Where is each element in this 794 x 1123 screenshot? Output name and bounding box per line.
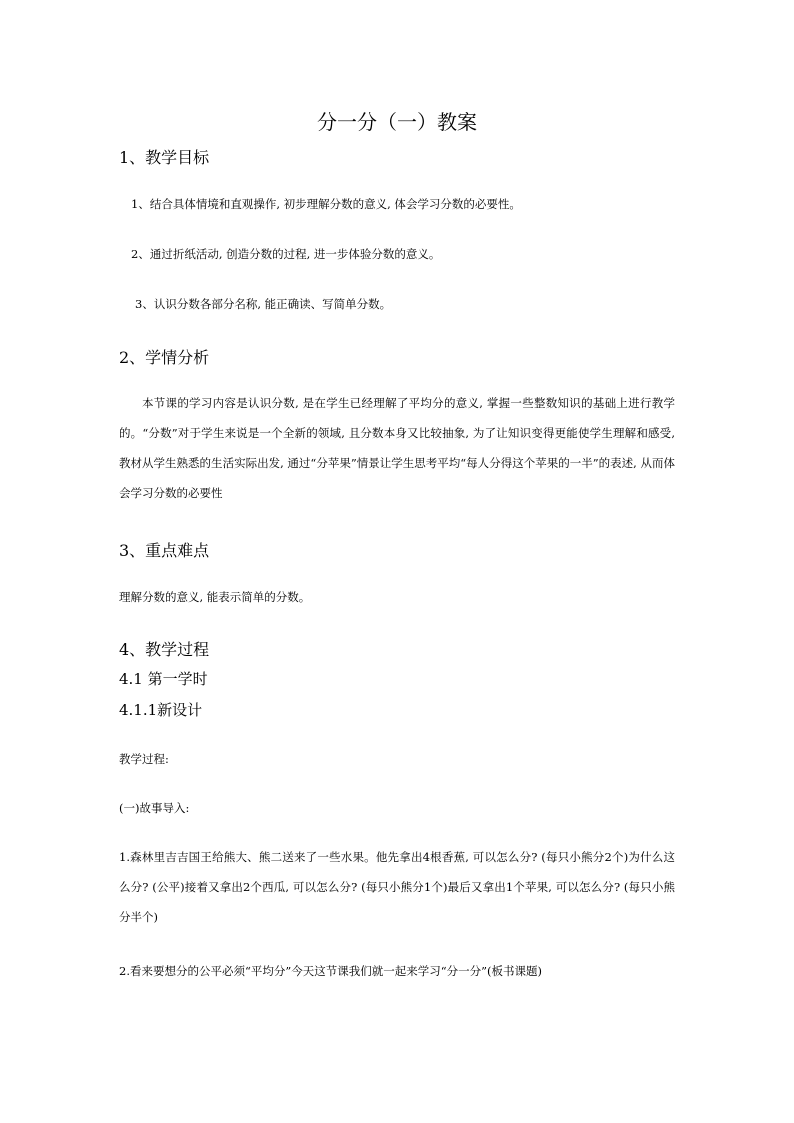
analysis-paragraph: 本节课的学习内容是认识分数, 是在学生已经理解了平均分的意义, 掌握一些整数知识的基础上进行教学的。“分数”对于学生来说是一个全新的领域, 且分数本身又比较抽象, 为了让知识变得更能使学生理解和感受, 教材从学生熟悉的生活实际出发, 通过“分苹果”情景让学生思考平均“每人分得这个苹果的一半”的表述, 从而体会学习分数的必要性 xyxy=(119,396,675,500)
section-heading-analysis: 2、学情分析 xyxy=(119,348,210,367)
goal-item-1: 1、结合具体情境和直观操作, 初步理解分数的意义, 体会学习分数的必要性。 xyxy=(131,197,521,211)
process-part-heading: (一)故事导入: xyxy=(119,801,190,815)
section-heading-key-points: 3、重点难点 xyxy=(119,541,210,560)
goal-item-2: 2、通过折纸活动, 创造分数的过程, 进一步体验分数的意义。 xyxy=(131,247,441,261)
key-points-text: 理解分数的意义, 能表示简单的分数。 xyxy=(119,590,311,604)
section-heading-process: 4、教学过程 xyxy=(119,640,210,659)
process-label: 教学过程: xyxy=(119,752,169,766)
goal-item-3: 3、认识分数各部分名称, 能正确读、写简单分数。 xyxy=(135,297,392,311)
section-heading-goals: 1、教学目标 xyxy=(119,148,210,167)
document-title: 分一分（一）教案 xyxy=(317,110,477,134)
story-paragraph-2: 2.看来要想分的公平必须“平均分”今天这节课我们就一起来学习“分一分”(板书课题) xyxy=(119,964,542,978)
subsection-heading-new-design: 4.1.1新设计 xyxy=(119,701,203,719)
subsection-heading-first-lesson: 4.1 第一学时 xyxy=(119,670,208,688)
story-paragraph-1: 1.森林里吉吉国王给熊大、熊二送来了一些水果。他先拿出4根香蕉, 可以怎么分? (每只小熊分2个)为什么这么分? (公平)接着又拿出2个西瓜, 可以怎么分? (每只小熊分1个)最后又拿出1个苹果, 可以怎么分? (每只小熊分半个) xyxy=(119,850,675,924)
